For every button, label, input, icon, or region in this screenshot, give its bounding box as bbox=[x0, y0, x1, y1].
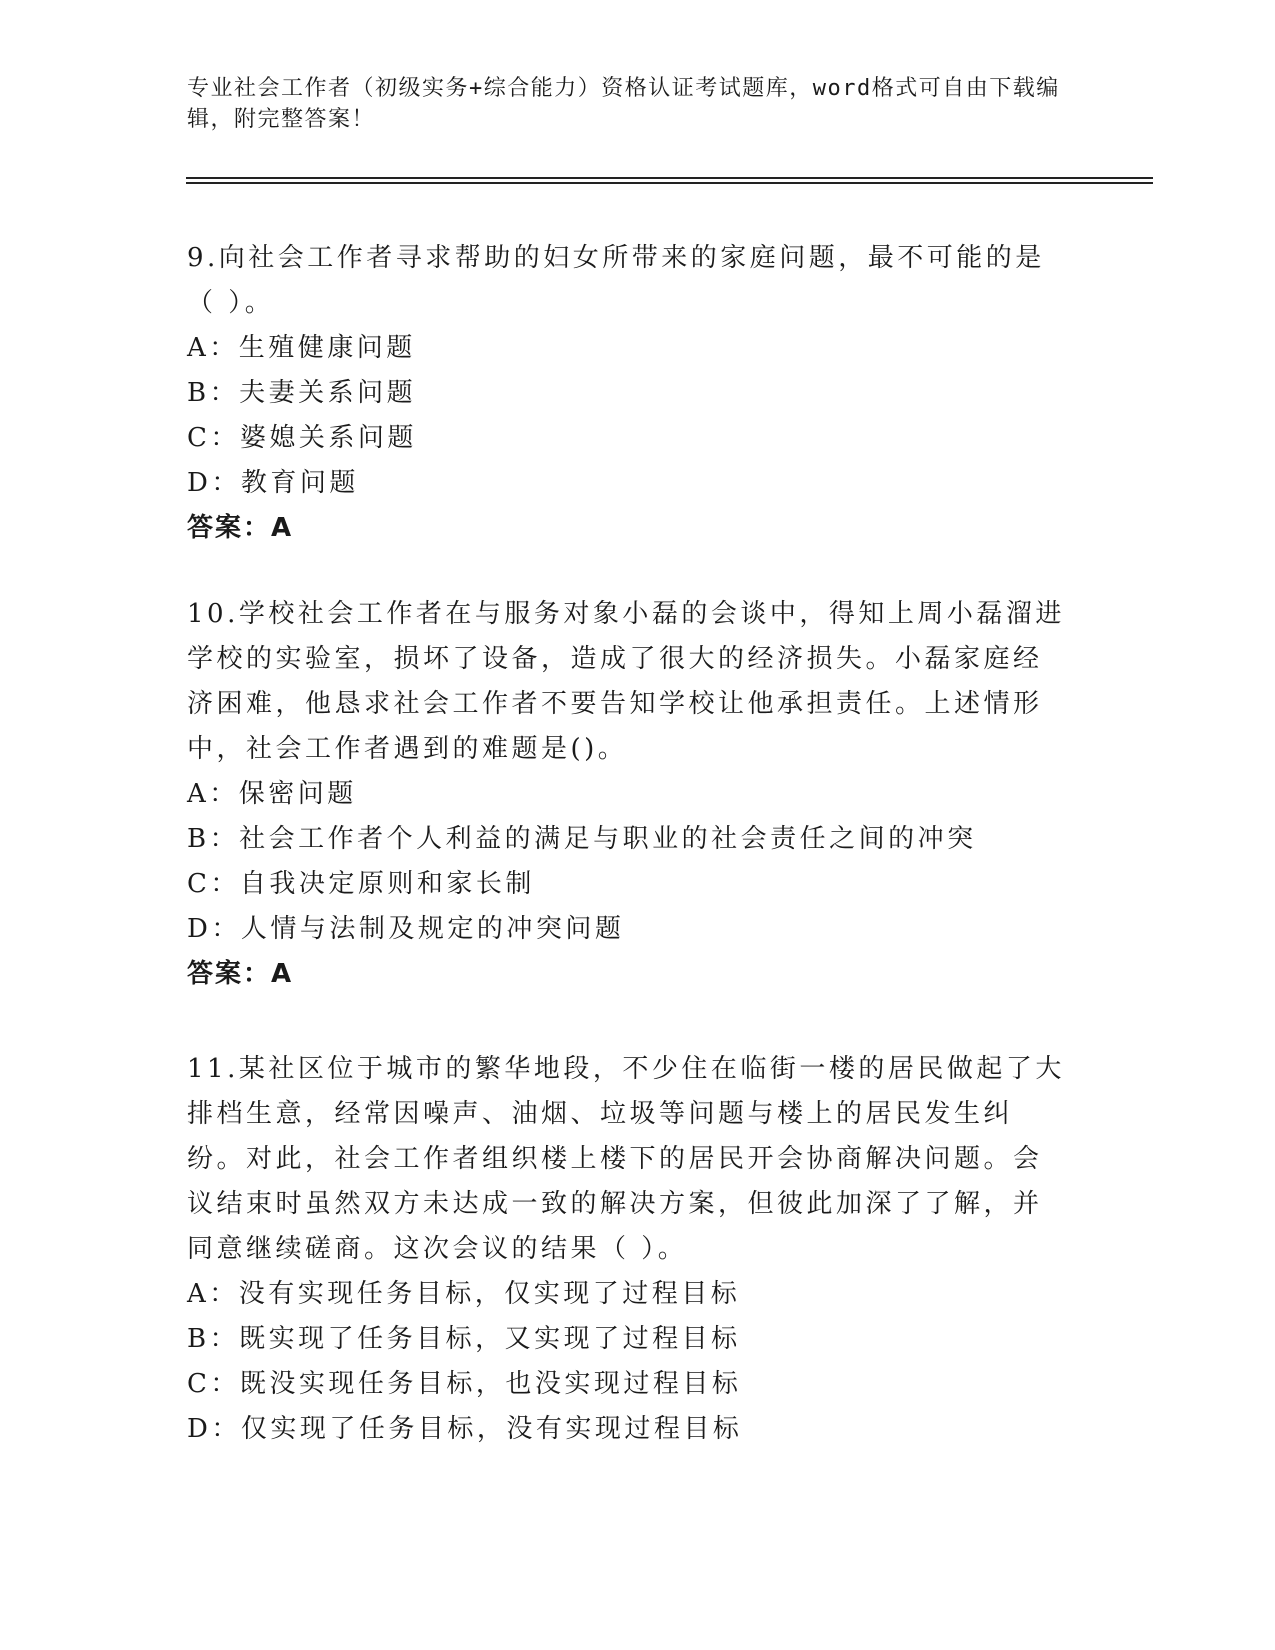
option-c: C：既没实现任务目标，也没实现过程目标 bbox=[187, 1369, 742, 1399]
header-rule-top bbox=[186, 177, 1153, 179]
answer-label: 答案：A bbox=[187, 959, 294, 989]
option-a: A：保密问题 bbox=[187, 779, 357, 809]
option-b: B：既实现了任务目标，又实现了过程目标 bbox=[187, 1324, 741, 1354]
question-stem: 11.某社区位于城市的繁华地段，不少住在临街一楼的居民做起了大排档生意，经常因噪声、油烟、垃圾等问题与楼上的居民发生纠纷。对此，社会工作者组织楼上楼下的居民开会协商解决问题。会议结束时虽然双方未达成一致的解决方案，但彼此加深了了解，并同意继续磋商。这次会议的结果（ ）。 bbox=[187, 1054, 1065, 1264]
question-11 bbox=[187, 1047, 1067, 1452]
answer-label: 答案：A bbox=[187, 513, 294, 543]
option-c: C：自我决定原则和家长制 bbox=[187, 869, 535, 899]
question-10 bbox=[187, 592, 1067, 997]
question-stem: 9.向社会工作者寻求帮助的妇女所带来的家庭问题，最不可能的是（ ）。 bbox=[187, 243, 1045, 318]
option-d: D：教育问题 bbox=[187, 468, 359, 498]
option-d: D：仅实现了任务目标，没有实现过程目标 bbox=[187, 1414, 743, 1444]
option-d: D：人情与法制及规定的冲突问题 bbox=[187, 914, 625, 944]
option-b: B：社会工作者个人利益的满足与职业的社会责任之间的冲突 bbox=[187, 824, 977, 854]
option-a: A：没有实现任务目标，仅实现了过程目标 bbox=[187, 1279, 741, 1309]
header-text: 专业社会工作者（初级实务+综合能力）资格认证考试题库，word格式可自由下载编辑，附完整答案！ bbox=[187, 76, 1060, 132]
option-b: B：夫妻关系问题 bbox=[187, 378, 417, 408]
question-9 bbox=[187, 236, 1067, 551]
header-rule-bottom bbox=[186, 182, 1153, 184]
option-c: C：婆媳关系问题 bbox=[187, 423, 417, 453]
option-a: A：生殖健康问题 bbox=[187, 333, 416, 363]
document-header bbox=[187, 73, 1087, 135]
question-stem: 10.学校社会工作者在与服务对象小磊的会谈中，得知上周小磊溜进学校的实验室，损坏了设备，造成了很大的经济损失。小磊家庭经济困难，他恳求社会工作者不要告知学校让他承担责任。上述情形中，社会工作者遇到的难题是()。 bbox=[187, 599, 1065, 764]
